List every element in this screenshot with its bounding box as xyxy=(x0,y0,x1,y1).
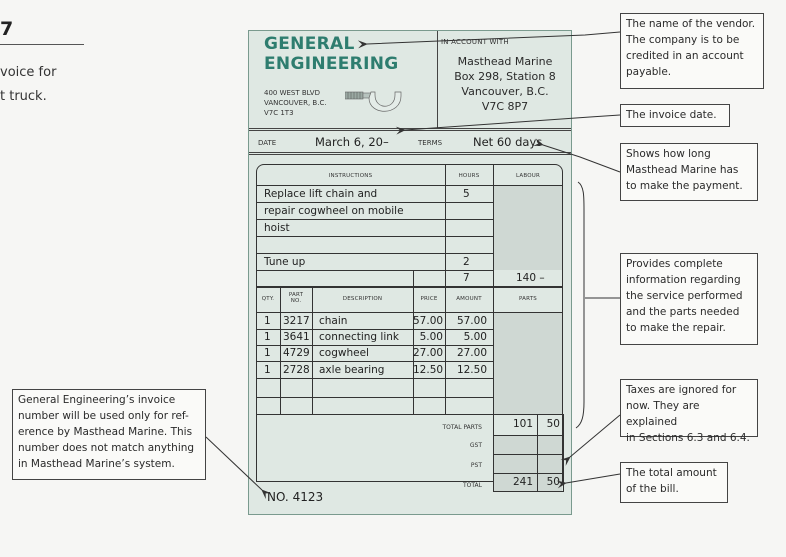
instruction-line: repair cogwheel on mobile xyxy=(264,205,404,217)
terms-value: Net 60 days xyxy=(473,135,543,149)
header-instructions: INSTRUCTIONS xyxy=(328,173,373,179)
account-label: IN ACCOUNT WITH xyxy=(441,38,509,46)
address-line: VANCOUVER, B.C. xyxy=(264,99,327,107)
amount: 12.50 xyxy=(456,364,487,376)
callout-line: in Masthead Marine’s system. xyxy=(18,458,175,470)
side-text-line: t truck. xyxy=(0,89,47,104)
qty: 1 xyxy=(264,315,271,327)
description: connecting link xyxy=(319,331,400,343)
callout-line: General Engineering’s invoice xyxy=(18,394,176,406)
callout-line: Provides complete xyxy=(626,258,723,270)
part-no: 2728 xyxy=(283,364,310,376)
instruction-line: hoist xyxy=(264,222,290,234)
date-value: March 6, 20– xyxy=(315,135,389,149)
header-hours: HOURS xyxy=(458,173,480,179)
part-no: 3217 xyxy=(283,315,310,327)
callout-line: to make the repair. xyxy=(626,322,726,334)
callout-line: The total amount xyxy=(626,467,717,479)
header-amount: AMOUNT xyxy=(456,296,482,302)
description: chain xyxy=(319,315,348,327)
callout-line: The invoice date. xyxy=(626,109,717,121)
callout-line: to make the payment. xyxy=(626,180,743,192)
arrow-date xyxy=(405,115,620,130)
vendor-name-line1: GENERAL xyxy=(264,34,355,54)
callout-line: erence by Masthead Marine. This xyxy=(18,426,193,438)
account-line: V7C 8P7 xyxy=(481,100,529,113)
callout-line: and the parts needed xyxy=(626,306,740,318)
callout-line: Shows how long xyxy=(626,148,711,160)
header-price: PRICE xyxy=(420,296,438,302)
hours-value: 2 xyxy=(463,256,470,268)
callout-line: Masthead Marine has xyxy=(626,164,739,176)
total-parts-label: TOTAL PARTS xyxy=(442,424,482,431)
total-hours: 7 xyxy=(463,272,470,284)
header-parts: PARTS xyxy=(519,296,537,302)
total-label: TOTAL xyxy=(462,482,482,489)
callout-line: the service performed xyxy=(626,290,743,302)
qty: 1 xyxy=(264,347,271,359)
date-label: DATE xyxy=(258,139,277,147)
amount: 57.00 xyxy=(456,315,487,327)
callout-line: of the bill. xyxy=(626,483,679,495)
arrow-vendor xyxy=(367,32,620,44)
side-text-line: voice for xyxy=(0,65,57,80)
total-parts-dollars: 101 xyxy=(512,418,533,430)
total-parts-cents: 50 xyxy=(546,418,560,430)
hours-value: 5 xyxy=(463,188,470,200)
instruction-line: Tune up xyxy=(264,256,306,268)
gst-label: GST xyxy=(469,442,482,449)
header-part-no-line2: NO. xyxy=(290,298,302,304)
callout-line: in Sections 6.3 and 6.4. xyxy=(626,432,750,444)
vendor-name-line2: ENGINEERING xyxy=(264,54,399,74)
price: 27.00 xyxy=(413,347,444,359)
arrow-terms xyxy=(543,145,620,172)
amount: 27.00 xyxy=(456,347,487,359)
amount: 5.00 xyxy=(463,331,487,343)
callout-line: The company is to be xyxy=(626,34,740,46)
callout-line: now. They are explained xyxy=(626,400,700,428)
callout-line: information regarding xyxy=(626,274,741,286)
header-labour: LABOUR xyxy=(515,173,540,179)
invoice-number: NO. 4123 xyxy=(267,490,324,504)
price: 57.00 xyxy=(413,315,444,327)
header-qty: QTY. xyxy=(261,296,275,302)
callout-line: payable. xyxy=(626,66,672,78)
part-no: 3641 xyxy=(283,331,310,343)
address-line: V7C 1T3 xyxy=(264,109,294,117)
header-part-no-line1: PART xyxy=(288,292,304,298)
price: 12.50 xyxy=(413,364,444,376)
account-line: Box 298, Station 8 xyxy=(454,70,556,83)
arrow-taxes xyxy=(570,415,620,457)
callout-line: number does not match anything xyxy=(18,442,195,454)
instruction-line: Replace lift chain and xyxy=(264,188,378,200)
total-cents: 50 xyxy=(546,476,560,488)
description: axle bearing xyxy=(319,364,385,376)
qty: 1 xyxy=(264,331,271,343)
account-line: Masthead Marine xyxy=(457,55,553,68)
callout-line: The name of the vendor. xyxy=(626,18,756,30)
part-no: 4729 xyxy=(283,347,310,359)
account-line: Vancouver, B.C. xyxy=(461,85,549,98)
callout-line: number will be used only for ref- xyxy=(18,410,189,422)
description: cogwheel xyxy=(319,347,369,359)
price: 5.00 xyxy=(419,331,443,343)
pst-label: PST xyxy=(470,462,482,469)
callout-line: credited in an account xyxy=(626,50,744,62)
arrow-total xyxy=(566,474,620,483)
total-dollars: 241 xyxy=(512,476,533,488)
brace xyxy=(576,182,584,428)
arrow-invoice-number xyxy=(206,437,262,490)
labour-total: 140 – xyxy=(516,272,545,284)
address-line: 400 WEST BLVD xyxy=(264,89,320,97)
qty: 1 xyxy=(264,364,271,376)
terms-label: TERMS xyxy=(418,139,443,147)
callout-line: Taxes are ignored for xyxy=(626,384,737,396)
header-description: DESCRIPTION xyxy=(342,296,383,302)
section-number: 7 xyxy=(0,18,14,40)
